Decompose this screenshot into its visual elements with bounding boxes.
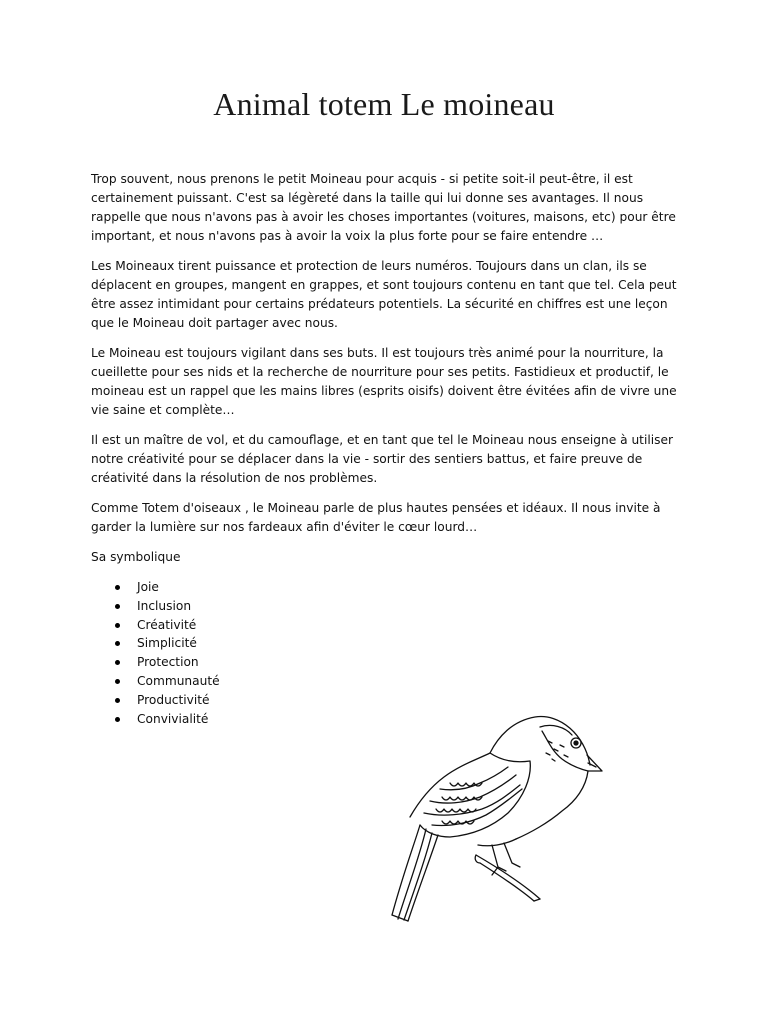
- bullet-icon: [115, 717, 120, 722]
- list-item-label: Créativité: [137, 617, 197, 632]
- symbolism-heading: Sa symbolique: [91, 550, 181, 564]
- paragraph-3: Le Moineau est toujours vigilant dans ses buts. Il est toujours très animé pour la nourriture, la cueillette pour ses nids et la recherche de nourriture pour ses petits. Fastidieux et productif, le moineau est un rappel que les mains libres (esprits oisifs) doivent être évitées afin de vivre une vie saine et complète…: [91, 346, 677, 417]
- bullet-icon: [115, 641, 120, 646]
- sparrow-illustration-icon: [380, 705, 620, 930]
- list-item-label: Inclusion: [137, 598, 192, 613]
- list-item-label: Protection: [137, 655, 199, 670]
- list-item-label: Productivité: [137, 692, 210, 707]
- list-item-label: Joie: [137, 580, 159, 594]
- list-item-label: Simplicité: [137, 636, 197, 651]
- list-item: [91, 616, 681, 635]
- page-title: Animal totem Le moineau: [213, 86, 555, 122]
- list-item: [91, 578, 681, 597]
- paragraph-2: Les Moineaux tirent puissance et protection de leurs numéros. Toujours dans un clan, ils se déplacent en groupes, mangent en grappes, et sont toujours contenu en tant que tel. Cela peut être assez intimidant pour certains prédateurs potentiels. La sécurité en chiffres est une leçon que le Moineau doit partager avec nous.: [91, 259, 677, 330]
- paragraph-1: Trop souvent, nous prenons le petit Moineau pour acquis - si petite soit-il peut-être, il est certainement puissant. C'est sa légèreté dans la taille qui lui donne ses avantages. Il nous rappelle que nous n'avons pas à avoir les choses importantes (voitures, maisons, etc) pour être important, et nous n'avons pas à avoir la voix la plus forte pour se faire entendre …: [91, 172, 676, 243]
- list-item-label: Convivialité: [137, 711, 209, 726]
- paragraph-4: Il est un maître de vol, et du camouflage, et en tant que tel le Moineau nous enseigne à utiliser notre créativité pour se déplacer dans la vie - sortir des sentiers battus, et faire preuve de créativité dans la résolution de nos problèmes.: [91, 433, 673, 485]
- bullet-icon: [115, 679, 120, 684]
- document-body: [91, 170, 681, 728]
- list-item: [91, 597, 681, 616]
- bullet-icon: [115, 623, 120, 628]
- paragraph-5: Comme Totem d'oiseaux , le Moineau parle de plus hautes pensées et idéaux. Il nous invite à garder la lumière sur nos fardeaux afin d'éviter le cœur lourd…: [91, 501, 661, 534]
- list-item: [91, 653, 681, 672]
- list-item: [91, 672, 681, 691]
- list-item-label: Communauté: [137, 673, 220, 688]
- bullet-icon: [115, 660, 120, 665]
- bullet-icon: [115, 604, 120, 609]
- list-item: [91, 634, 681, 653]
- bullet-icon: [115, 698, 120, 703]
- bullet-icon: [115, 585, 120, 590]
